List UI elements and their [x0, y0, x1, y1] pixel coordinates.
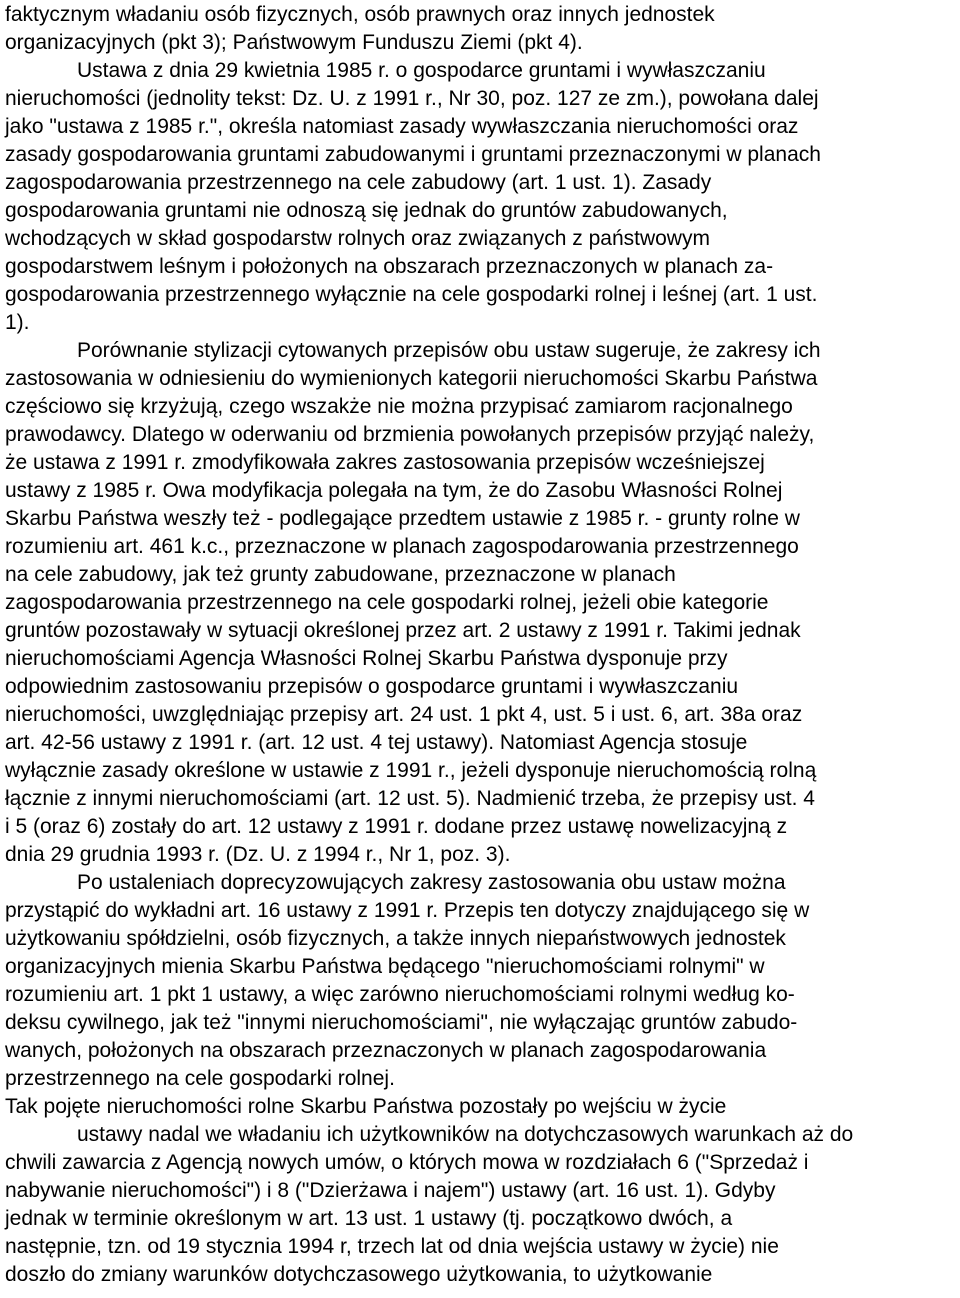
text-line: częściowo się krzyżują, czego wszakże nie można przypisać zamiarom racjonalnego: [5, 395, 793, 418]
text-line: jako "ustawa z 1985 r.", określa natomiast zasady wywłaszczania nieruchomości oraz: [5, 115, 799, 138]
text-line: art. 42-56 ustawy z 1991 r. (art. 12 ust. 4 tej ustawy). Natomiast Agencja stosuje: [5, 731, 748, 754]
text-line: nieruchomościami Agencja Własności Rolnej Skarbu Państwa dysponuje przy: [5, 647, 728, 670]
text-line: ustawy nadal we władaniu ich użytkowników na dotychczasowych warunkach aż do: [77, 1123, 854, 1146]
text-line: wanych, położonych na obszarach przeznaczonych w planach zagospodarowania: [5, 1039, 767, 1062]
text-line: łącznie z innymi nieruchomościami (art. 12 ust. 5). Nadmienić trzeba, że przepisy ust. 4: [5, 787, 815, 810]
text-line: odpowiednim zastosowaniu przepisów o gospodarce gruntami i wywłaszczaniu: [5, 675, 739, 698]
text-line: organizacyjnych mienia Skarbu Państwa będącego "nieruchomościami rolnymi" w: [5, 955, 765, 978]
text-line: nabywanie nieruchomości") i 8 ("Dzierżawa i najem") ustawy (art. 16 ust. 1). Gdyby: [5, 1179, 776, 1202]
text-line: wyłącznie zasady określone w ustawie z 1991 r., jeżeli dysponuje nieruchomością rolną: [5, 759, 817, 782]
text-line: rozumieniu art. 461 k.c., przeznaczone w planach zagospodarowania przestrzennego: [5, 535, 799, 558]
text-line: jednak w terminie określonym w art. 13 ust. 1 ustawy (tj. początkowo dwóch, a: [5, 1207, 733, 1230]
text-line: nieruchomości, uwzględniając przepisy art. 24 ust. 1 pkt 4, ust. 5 i ust. 6, art. 38a oraz: [5, 703, 803, 726]
text-line: 1).: [5, 311, 30, 334]
text-line: i 5 (oraz 6) zostały do art. 12 ustawy z 1991 r. dodane przez ustawę nowelizacyjną z: [5, 815, 788, 838]
text-line: wchodzących w skład gospodarstw rolnych oraz związanych z państwowym: [5, 227, 710, 250]
text-line: na cele zabudowy, jak też grunty zabudowane, przeznaczone w planach: [5, 563, 676, 586]
text-line: dnia 29 grudnia 1993 r. (Dz. U. z 1994 r., Nr 1, poz. 3).: [5, 843, 511, 866]
text-line: ustawy z 1985 r. Owa modyfikacja polegała na tym, że do Zasobu Własności Rolnej: [5, 479, 783, 502]
text-line: zastosowania w odniesieniu do wymienionych kategorii nieruchomości Skarbu Państwa: [5, 367, 818, 390]
text-line: doszło do zmiany warunków dotychczasowego użytkowania, to użytkowanie: [5, 1263, 713, 1286]
text-line: zagospodarowania przestrzennego na cele zabudowy (art. 1 ust. 1). Zasady: [5, 171, 712, 194]
text-line: gruntów pozostawały w sytuacji określonej przez art. 2 ustawy z 1991 r. Takimi jednak: [5, 619, 801, 642]
text-line: zasady gospodarowania gruntami zabudowanymi i gruntami przeznaczonymi w planach: [5, 143, 821, 166]
text-line: zagospodarowania przestrzennego na cele gospodarki rolnej, jeżeli obie kategorie: [5, 591, 769, 614]
text-line: rozumieniu art. 1 pkt 1 ustawy, a więc zarówno nieruchomościami rolnymi według ko-: [5, 983, 795, 1006]
text-line: organizacyjnych (pkt 3); Państwowym Funduszu Ziemi (pkt 4).: [5, 31, 583, 54]
text-line: nieruchomości (jednolity tekst: Dz. U. z 1991 r., Nr 30, poz. 127 ze zm.), powołana dalej: [5, 87, 819, 110]
text-line: Tak pojęte nieruchomości rolne Skarbu Państwa pozostały po wejściu w życie: [5, 1095, 727, 1118]
text-line: gospodarowania przestrzennego wyłącznie na cele gospodarki rolnej i leśnej (art. 1 ust.: [5, 283, 818, 306]
text-line: Po ustaleniach doprecyzowujących zakresy zastosowania obu ustaw można: [77, 871, 786, 894]
text-line: gospodarowania gruntami nie odnoszą się jednak do gruntów zabudowanych,: [5, 199, 728, 222]
text-line: przestrzennego na cele gospodarki rolnej.: [5, 1067, 395, 1090]
text-line: deksu cywilnego, jak też "innymi nieruchomościami", nie wyłączając gruntów zabudo-: [5, 1011, 798, 1034]
text-line: faktycznym władaniu osób fizycznych, osób prawnych oraz innych jednostek: [5, 3, 715, 26]
text-line: Skarbu Państwa weszły też - podlegające przedtem ustawie z 1985 r. - grunty rolne w: [5, 507, 800, 530]
text-line: użytkowaniu spółdzielni, osób fizycznych, a także innych niepaństwowych jednostek: [5, 927, 786, 950]
text-line: następnie, tzn. od 19 stycznia 1994 r, trzech lat od dnia wejścia ustawy w życie) nie: [5, 1235, 779, 1258]
text-line: że ustawa z 1991 r. zmodyfikowała zakres zastosowania przepisów wcześniejszej: [5, 451, 765, 474]
text-line: przystąpić do wykładni art. 16 ustawy z 1991 r. Przepis ten dotyczy znajdującego się w: [5, 899, 810, 922]
text-line: prawodawcy. Dlatego w oderwaniu od brzmienia powołanych przepisów przyjąć należy,: [5, 423, 815, 446]
text-line: Porównanie stylizacji cytowanych przepisów obu ustaw sugeruje, że zakresy ich: [77, 339, 821, 362]
text-line: chwili zawarcia z Agencją nowych umów, o których mowa w rozdziałach 6 ("Sprzedaż i: [5, 1151, 809, 1174]
text-line: gospodarstwem leśnym i położonych na obszarach przeznaczonych w planach za-: [5, 255, 774, 278]
text-line: Ustawa z dnia 29 kwietnia 1985 r. o gospodarce gruntami i wywłaszczaniu: [77, 59, 766, 82]
